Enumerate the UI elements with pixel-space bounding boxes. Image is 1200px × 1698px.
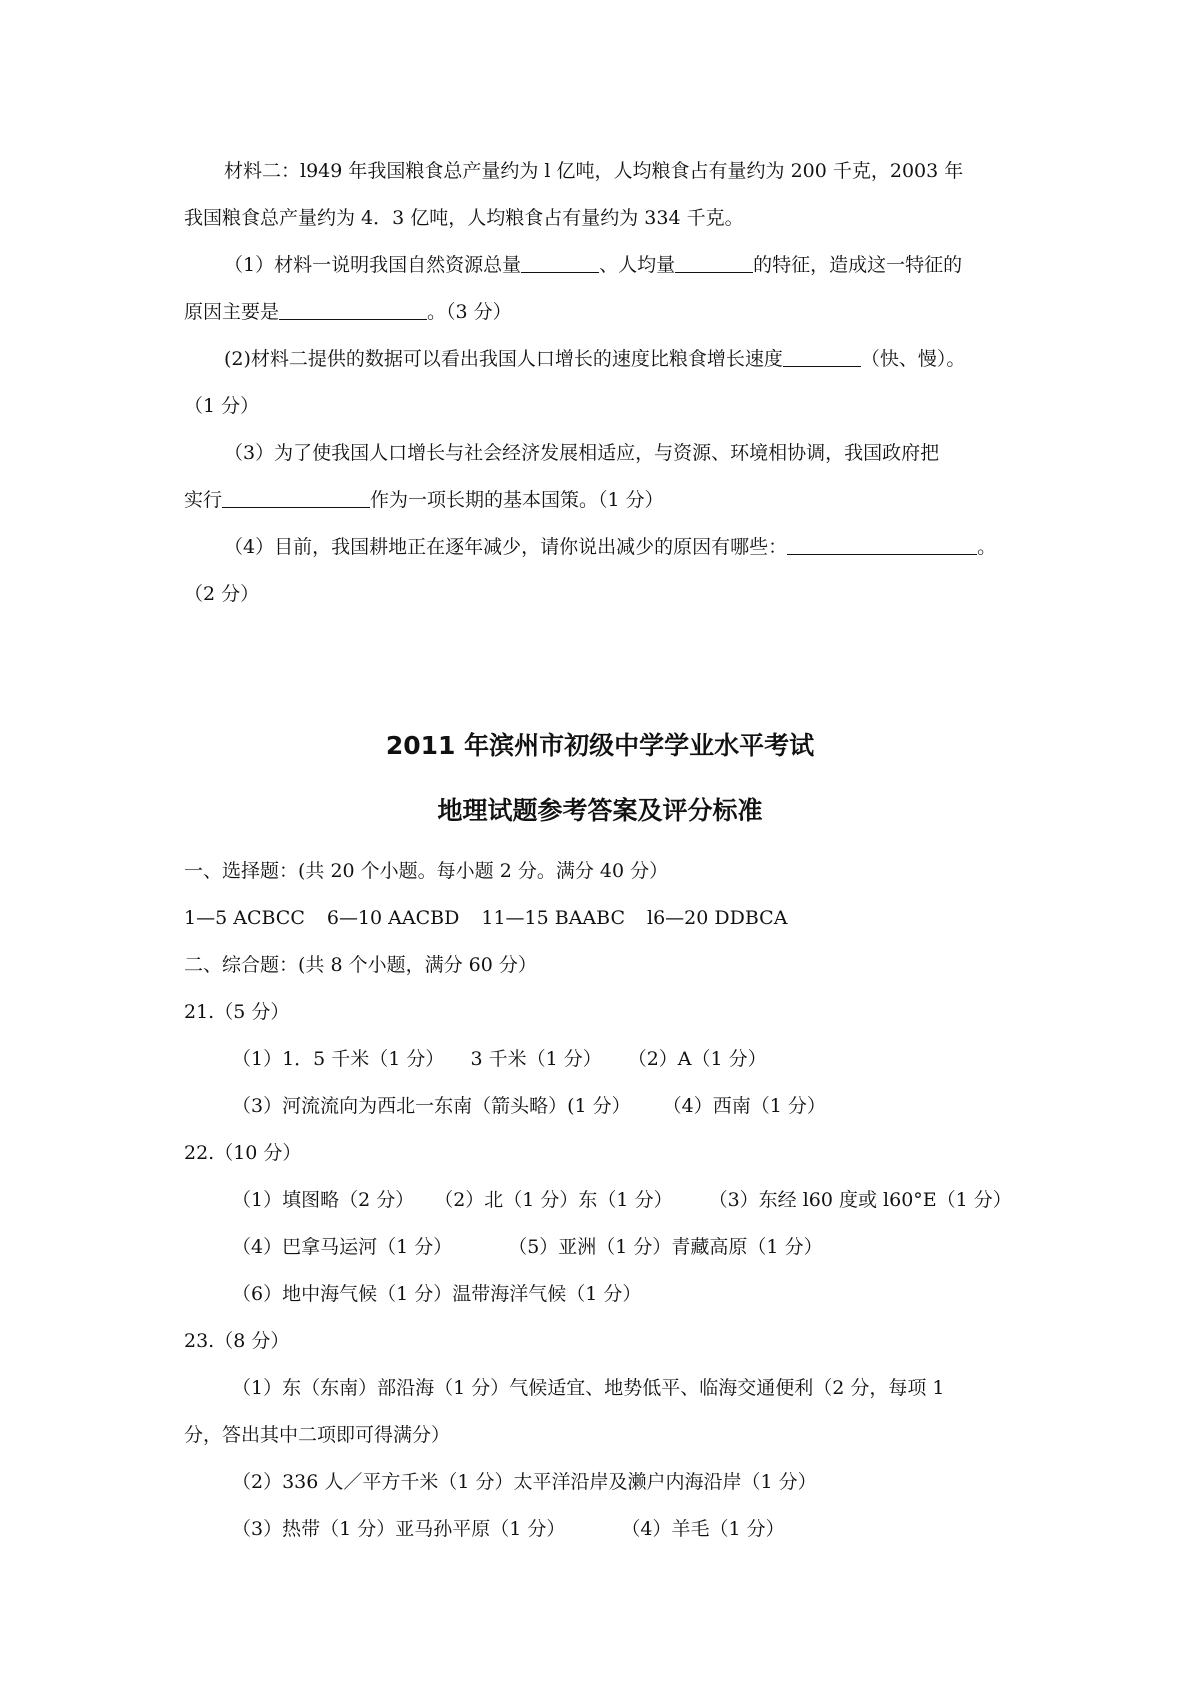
answer-key-title: 2011 年滨州市初级中学学业水平考试 [385,731,815,760]
answer-22-line3: （6）地中海气候（1 分）温带海洋气候（1 分） [232,1283,642,1305]
answer-23-line4 [232,1516,785,1542]
answer-23-heading: 23.（8 分） [184,1330,290,1352]
question-1-text-b: 、人均量 [599,254,676,276]
answer-blank [222,489,370,508]
answer-22-heading: 22.（10 分） [184,1142,302,1164]
answer-blank [675,254,753,273]
question-3-text-b: 作为一项长期的基本国策。（1 分） [370,489,664,511]
answer-22-line1 [232,1187,1012,1213]
question-3-text-a: 实行 [184,489,223,511]
answer-item: 3 千米（1 分） [470,1048,602,1070]
section-2-heading: 二、综合题：(共 8 个小题，满分 60 分） [184,954,537,976]
answer-item: （2）A（1 分） [627,1048,767,1070]
choice-answer-group: 6—10 AACBD [326,907,460,929]
answer-item: （4）西南（1 分） [662,1095,826,1117]
material2-line2: 我国粮食总产量约为 4．3 亿吨，人均粮食占有量约为 334 千克。 [184,207,744,229]
material2-line1: 材料二：l949 年我国粮食总产量约为 l 亿吨，人均粮食占有量约为 200 千克，2003 年 [224,160,964,182]
question-2-text-b: （快、慢）。 [860,348,966,370]
question-2-line1 [224,346,965,372]
answer-23-line3: （2）336 人／平方千米（1 分）太平洋沿岸及濑户内海沿岸（1 分） [232,1471,817,1493]
question-1-text-d: 原因主要是 [184,301,280,323]
question-2-line2: （1 分） [184,395,260,417]
choice-answer-group: l6—20 DDBCA [647,907,788,929]
answer-blank [783,348,861,367]
answer-blank [521,254,599,273]
answer-blank [787,536,977,555]
question-2-text-a: (2)材料二提供的数据可以看出我国人口增长的速度比粮食增长速度 [224,348,783,370]
answer-23-line1: （1）东（东南）部沿海（1 分）气候适宜、地势低平、临海交通便利（2 分，每项 1 [232,1377,945,1399]
choice-answers-row [184,905,787,931]
question-1-line1 [224,252,962,278]
question-4-line1 [224,534,996,560]
answer-item: （3）热带（1 分）亚马孙平原（1 分） [232,1518,566,1540]
answer-item: （1）1．5 千米（1 分） [232,1048,445,1070]
answer-item: （4）羊毛（1 分） [621,1518,785,1540]
answer-key-subtitle: 地理试题参考答案及评分标准 [437,796,763,825]
question-3-line1: （3）为了使我国人口增长与社会经济发展相适应，与资源、环境相协调，我国政府把 [224,442,940,464]
section-1-heading: 一、选择题：(共 20 个小题。每小题 2 分。满分 40 分） [184,860,669,882]
answer-21-heading: 21.（5 分） [184,1001,290,1023]
answer-item: （4）巴拿马运河（1 分） [232,1236,453,1258]
answer-item: （3）东经 l60 度或 l60°E（1 分） [708,1189,1012,1211]
choice-answer-group: 1—5 ACBCC [184,907,305,929]
answer-21-line2 [232,1093,826,1119]
answer-blank [279,301,427,320]
question-4-text-a: （4）目前，我国耕地正在逐年减少，请你说出减少的原因有哪些： [224,536,788,558]
question-1-line2 [184,299,512,325]
answer-item: （2）北（1 分）东（1 分） [434,1189,673,1211]
question-3-line2 [184,487,664,513]
answer-item: （5）亚洲（1 分）青藏高原（1 分） [508,1236,823,1258]
question-1-text-c: 的特征，造成这一特征的 [753,254,963,276]
question-1-text-e: 。（3 分） [427,301,512,323]
answer-21-line1 [232,1046,767,1072]
question-1-text-a: （1）材料一说明我国自然资源总量 [224,254,522,276]
question-4-text-b: 。 [977,536,997,558]
choice-answer-group: 11—15 BAABC [481,907,626,929]
answer-23-line2: 分，答出其中二项即可得满分） [184,1424,451,1446]
answer-22-line2 [232,1234,823,1260]
answer-item: （3）河流流向为西北一东南（箭头略）(1 分） [232,1095,631,1117]
question-4-line2: （2 分） [184,583,260,605]
answer-item: （1）填图略（2 分） [232,1189,415,1211]
